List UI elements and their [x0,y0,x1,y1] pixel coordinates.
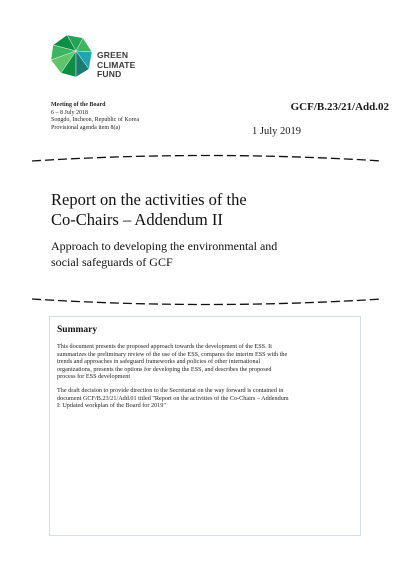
gcf-logo [49,33,139,93]
meeting-title: Meeting of the Board [51,102,106,108]
summary-paragraph-2 [57,387,353,410]
page-title [51,190,247,230]
summary-line: summarizes the preliminary review of the use of the ESS, compares the interim ESS with the [57,350,288,358]
summary-line: The draft decision to provide direction to the Secretariat on the way forward is contained in [57,386,284,394]
summary-line: trends and approaches in safeguard frameworks and policies of other international [57,358,261,366]
summary-line: document GCF/B.23/21/Add.01 titled "Report on the activities of the Co-Chairs – Addendum [57,394,289,402]
meeting-location: Songdo, Incheon, Republic of Korea [51,117,139,124]
summary-line: organizations, presents the options for developing the ESS, and describes the proposed [57,365,272,373]
subtitle-line: social safeguards of GCF [51,254,173,269]
meeting-agenda-item: Provisional agenda item 8(a) [51,124,121,131]
title-line: Report on the activities of the [51,190,247,209]
document-number: GCF/B.23/21/Add.02 [290,101,389,113]
logo-wordmark [97,51,136,80]
logo-line: CLIMATE [97,59,136,70]
summary-line: process for ESS development [57,373,131,381]
summary-line: I: Updated workplan of the Board for 2019" [57,402,166,410]
logo-line: GREEN [97,50,129,60]
bottom-divider [30,296,384,308]
summary-box [49,316,361,536]
logo-line: FUND [97,69,122,79]
page-subtitle [51,239,277,270]
gcf-globe-icon [49,33,95,79]
document-date: 1 July 2019 [252,126,302,137]
summary-paragraph-1 [57,343,353,381]
subtitle-line: Approach to developing the environmental and [51,239,278,253]
summary-line: This document presents the proposed approach towards the development of the ESS. It [57,343,272,350]
meeting-dates: 6 – 8 July 2018 [51,109,89,116]
summary-heading: Summary [57,325,98,335]
title-line: Co-Chairs – Addendum II [51,210,223,229]
top-divider [30,152,384,164]
meeting-info [51,102,139,132]
